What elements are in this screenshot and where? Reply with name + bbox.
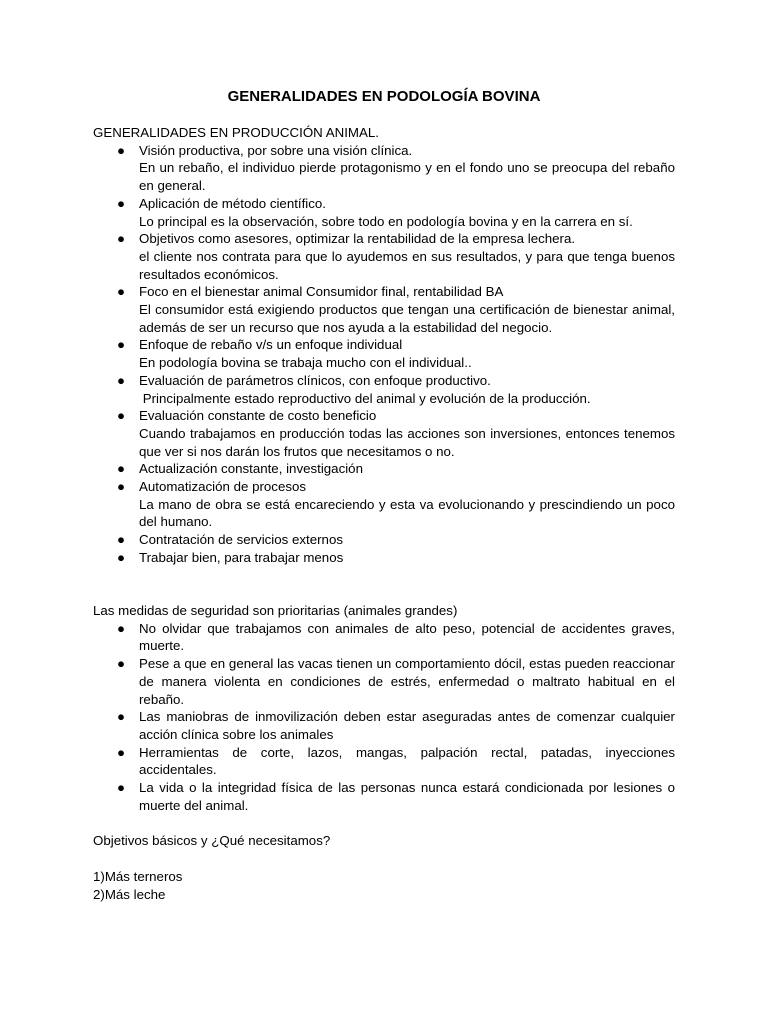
bullet-icon: ● xyxy=(116,744,126,760)
section-production xyxy=(93,124,675,567)
bullet-icon: ● xyxy=(116,461,126,477)
list-item xyxy=(93,230,675,283)
list-item xyxy=(93,407,675,460)
bullet-icon: ● xyxy=(116,709,126,725)
list-item xyxy=(93,195,675,230)
bullet-icon: ● xyxy=(116,479,126,495)
item-text: Evaluación constante de costo beneficio xyxy=(139,408,377,424)
list-item xyxy=(93,620,675,655)
item-text: Objetivos como asesores, optimizar la rentabilidad de la empresa lechera. xyxy=(139,231,576,247)
item-detail: En podología bovina se trabaja mucho con el individual.. xyxy=(139,355,472,371)
bullet-icon: ● xyxy=(116,284,126,300)
section-heading: GENERALIDADES EN PRODUCCIÓN ANIMAL. xyxy=(93,125,379,140)
objective-line: 2)Más leche xyxy=(93,886,166,902)
bullet-icon: ● xyxy=(116,372,126,388)
item-text: Enfoque de rebaño v/s un enfoque individual xyxy=(139,337,403,353)
item-text: Automatización de procesos xyxy=(139,479,307,495)
list-item xyxy=(93,655,675,708)
item-text: Trabajar bien, para trabajar menos xyxy=(139,549,344,565)
bullet-icon: ● xyxy=(116,780,126,796)
item-detail: Principalmente estado reproductivo del animal y evolución de la producción. xyxy=(139,390,591,406)
item-detail: Lo principal es la observación, sobre todo en podología bovina y en la carrera en sí. xyxy=(139,213,633,229)
list-item xyxy=(93,372,675,407)
bullet-icon: ● xyxy=(116,337,126,353)
item-text: Visión productiva, por sobre una visión clínica. xyxy=(139,142,413,158)
item-detail: En un rebaño, el individuo pierde protagonismo y en el fondo uno se preocupa del rebaño en general. xyxy=(139,160,675,194)
list-item xyxy=(93,478,675,531)
list-item xyxy=(93,744,675,779)
list-item xyxy=(93,336,675,371)
item-detail: El consumidor está exigiendo productos que tengan una certificación de bienestar animal, además de ser un recurso que nos ayuda a la estabilidad del negocio. xyxy=(139,302,675,335)
bullet-icon: ● xyxy=(116,195,126,211)
item-text: Las maniobras de inmovilización deben estar aseguradas antes de comenzar cualquier acción clínica sobre los animales xyxy=(139,709,675,742)
section-heading: Objetivos básicos y ¿Qué necesitamos? xyxy=(93,833,331,848)
bullet-icon: ● xyxy=(116,549,126,565)
item-text: Actualización constante, investigación xyxy=(139,461,363,477)
section-objectives xyxy=(93,832,675,850)
section-safety xyxy=(93,602,675,814)
bullet-icon: ● xyxy=(116,408,126,424)
item-text: Foco en el bienestar animal Consumidor final, rentabilidad BA xyxy=(139,284,504,300)
list-item xyxy=(93,142,675,195)
bullet-icon: ● xyxy=(116,142,126,158)
bullet-list xyxy=(93,620,675,815)
item-text: Herramientas de corte, lazos, mangas, palpación rectal, patadas, inyecciones accidentales. xyxy=(139,744,675,778)
objectives-list xyxy=(93,868,675,903)
list-item xyxy=(93,283,675,336)
item-text: No olvidar que trabajamos con animales de alto peso, potencial de accidentes graves, muerte. xyxy=(139,620,675,654)
bullet-icon: ● xyxy=(116,620,126,636)
item-detail: el cliente nos contrata para que lo ayudemos en sus resultados, y para que tenga buenos resultados económicos. xyxy=(139,248,675,282)
bullet-icon: ● xyxy=(116,231,126,247)
list-item xyxy=(93,549,675,567)
list-item xyxy=(93,460,675,478)
item-text: Pese a que en general las vacas tienen un comportamiento dócil, estas pueden reaccionar de manera violenta en condiciones de estrés, enfermedad o maltrato habitual en el rebaño. xyxy=(139,656,675,707)
bullet-icon: ● xyxy=(116,656,126,672)
list-item xyxy=(93,779,675,814)
item-detail: La mano de obra se está encareciendo y esta va evolucionando y prescindiendo un poco del humano. xyxy=(139,496,675,530)
bullet-icon: ● xyxy=(116,532,126,548)
section-heading: Las medidas de seguridad son prioritarias (animales grandes) xyxy=(93,603,458,618)
item-text: La vida o la integridad física de las personas nunca estará condicionada por lesiones o muerte del animal. xyxy=(139,780,675,813)
objective-line: 1)Más terneros xyxy=(93,869,183,884)
list-item xyxy=(93,708,675,743)
document-title: GENERALIDADES EN PODOLOGÍA BOVINA xyxy=(227,88,541,105)
item-text: Contratación de servicios externos xyxy=(139,532,343,548)
item-detail: Cuando trabajamos en producción todas las acciones son inversiones, entonces tenemos que ver si nos darán los frutos que necesitamos o no. xyxy=(139,425,675,459)
list-item xyxy=(93,531,675,549)
bullet-list xyxy=(93,142,675,567)
item-text: Aplicación de método científico. xyxy=(139,195,327,211)
item-text: Evaluación de parámetros clínicos, con enfoque productivo. xyxy=(139,372,491,388)
